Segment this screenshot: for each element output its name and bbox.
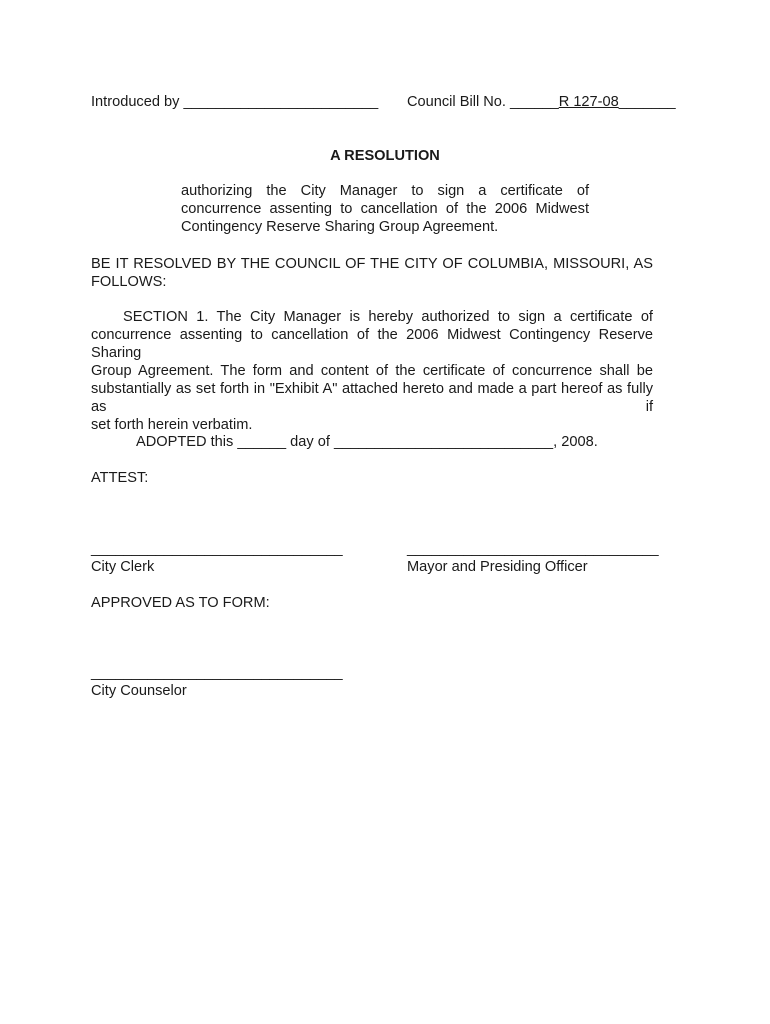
section-1-line: set forth herein verbatim. <box>91 417 253 433</box>
section-1 <box>91 308 653 434</box>
section-1-line: Group Agreement. The form and content of the certificate of concurrence shall be <box>91 363 653 379</box>
adopted-day-blank: ______ <box>237 434 287 450</box>
resolved-clause <box>91 255 653 291</box>
section-1-line: SECTION 1. The City Manager is hereby authorized to sign a certificate of <box>123 309 653 325</box>
adopted-prefix: ADOPTED this <box>136 434 234 450</box>
adopted-line <box>136 433 598 451</box>
council-bill-label: Council Bill No. <box>407 94 506 110</box>
adopted-month-blank: ___________________________ <box>333 434 554 450</box>
city-counselor-signature-line: _______________________________ <box>91 665 343 681</box>
section-1-line: concurrence assenting to cancellation of the 2006 Midwest Contingency Reserve Sharing <box>91 327 653 361</box>
city-clerk-label: City Clerk <box>91 559 155 575</box>
council-bill-number: R 127-08 <box>558 94 619 110</box>
council-bill-field <box>407 93 676 111</box>
section-1-line: substantially as set forth in "Exhibit A" attached hereto and made a part hereof as fully as if <box>91 381 653 415</box>
introduced-by-label: Introduced by <box>91 94 180 110</box>
introduced-by-blank: ________________________ <box>183 94 379 110</box>
introduced-by-field <box>91 93 378 111</box>
purpose-line: concurrence assenting to cancellation of the 2006 Midwest <box>181 201 589 217</box>
council-bill-blank-right: _______ <box>618 94 676 110</box>
attest-label: ATTEST: <box>91 470 149 486</box>
adopted-day-of: day of <box>290 434 330 450</box>
council-bill-blank-left: ______ <box>510 94 559 110</box>
resolved-line: FOLLOWS: <box>91 274 167 290</box>
adopted-year: , 2008. <box>553 434 598 450</box>
purpose-clause <box>181 182 589 236</box>
mayor-label: Mayor and Presiding Officer <box>407 559 588 575</box>
page-title: A RESOLUTION <box>330 148 440 164</box>
city-clerk-signature-line: _______________________________ <box>91 541 343 557</box>
mayor-signature-line: _______________________________ <box>407 541 659 557</box>
purpose-line: Contingency Reserve Sharing Group Agreement. <box>181 219 499 235</box>
resolved-line: BE IT RESOLVED BY THE COUNCIL OF THE CITY OF COLUMBIA, MISSOURI, AS <box>91 256 653 272</box>
approved-as-to-form-label: APPROVED AS TO FORM: <box>91 595 270 611</box>
purpose-line: authorizing the City Manager to sign a certificate of <box>181 183 589 199</box>
city-counselor-label: City Counselor <box>91 683 187 699</box>
